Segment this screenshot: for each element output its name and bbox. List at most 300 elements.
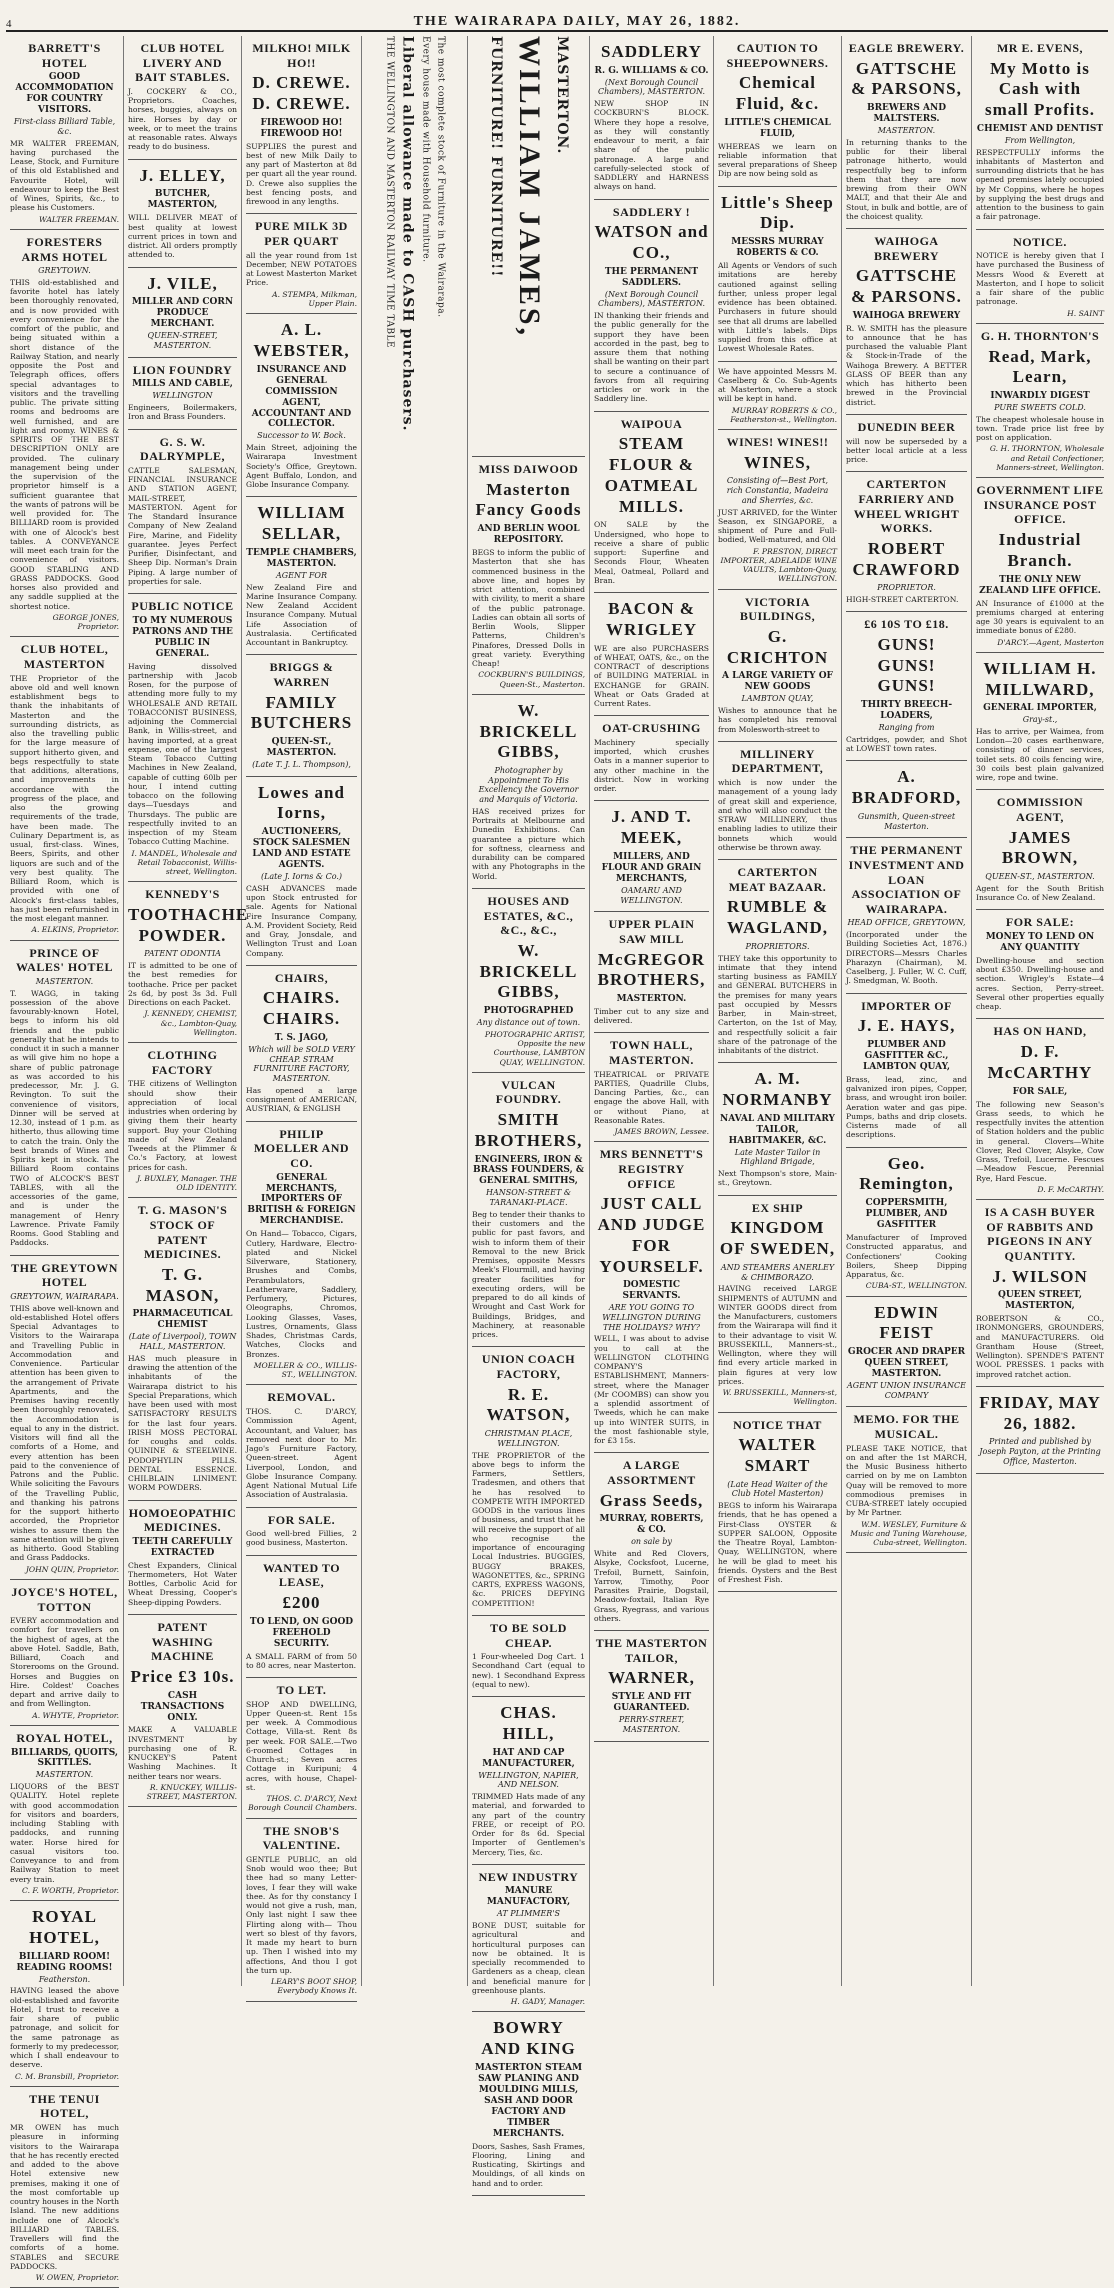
advertisement <box>718 430 837 590</box>
ad-h1: G. H. THORNTON'S <box>980 328 1100 343</box>
ad-body: MAKE A VALUABLE INVESTMENT by purchasing one of R. KNUCKEY'S Patent Washing Machines. It neither tears nor wears. <box>128 1725 237 1781</box>
ad-h3: (Next Borough Council Chambers), MASTERTON. <box>597 289 706 309</box>
advertisement <box>594 593 709 716</box>
advertisement <box>10 1901 119 2087</box>
ad-body: Main Street, adjoining the Wairarapa Investment Society's Office, Greytown. Agent Buffalo, London, and Globe Insurance Company. <box>246 443 357 490</box>
ad-body: R. W. SMITH has the pleasure to announce that he has purchased the valuable Plant & Stock-in-Trade of the Waihoga Brewery. A BETTER GLASS OF BEER than any which has hitherto been brewed in the Provincial district. <box>846 323 967 407</box>
ad-sign: H. SAINT <box>1067 308 1104 318</box>
ad-body: HAS much pleasure in drawing the attention of the inhabitants of the Wairarapa district to his Special Preparations, which have been used with most SATISFACTORY RESULTS for the last four years. IRISH MOSS PECTORAL for coughs and colds. QUININE & STEELWINE. PODOPHYLIN PILLS. DENTAL ESSENCE. CHILBLAIN LINIMENT. WORM POWDERS. <box>128 1353 237 1493</box>
ad-big: WILLIAM SELLAR, <box>257 503 346 544</box>
ad-body: NEW SHOP IN COCKBURN'S BLOCK. Where they hope a resolve, as they will constantly endeavour to merit, a fair share of the public patronage. A large and carefully-selected stock of SADDLERY and HARNESS always on hand. <box>594 99 709 192</box>
ad-h1: WANTED TO LEASE, <box>262 1560 341 1590</box>
ad-h1: WINES! WINES!! <box>726 435 829 450</box>
ad-sign: C. F. WORTH, Proprietor. <box>22 1885 119 1895</box>
ad-sign: W. BRUSSEKILL, Manners-st, Wellington. <box>722 1388 837 1407</box>
ad-body: TRIMMED Hats made of any material, and forwarded to any part of the country FREE, or receipt of P.O. Order for 8s 6d. Special Importer of Gentlemen's Mercery, Ties, &c. <box>472 1792 585 1857</box>
ad-h2: T. S. JAGO, <box>274 1032 329 1043</box>
ad-h2: MURRAY, ROBERTS, & CO. <box>599 1514 704 1536</box>
ad-body: THIS above well-known and old-established Hotel offers Special Advantages to Visitors to the Wairarapa and Travelling Public in Accommodation and Convenience. Particular attention has been given to the arrangement of Private Apartments, and the Premises having recently been thoroughly renovated, the Accommodation is equal to any in the district. Visitors will find all the comforts of a Home, and every attention has been paid to the convenience of Patrons and the Public. While soliciting the Favours of the Travelling Public, and thanking his patrons for the support hitherto accorded, the Proprietor wishes to assure them the same attention will be given as hitherto. Good Stabling and Grass Paddocks. <box>10 1303 119 1563</box>
advertisement <box>472 1697 585 1865</box>
ad-body: LIQUORS of the BEST QUALITY. Hotel replete with good accommodation for visitors and boarders, including Stabling with paddocks, and running water. Horse hired for casual visitors too. Conveyance to and from Railway Station to meet every train. <box>10 1782 119 1884</box>
ad-body: Has to arrive, per Waimea, from London—20 cases earthenware, consisting of dinner services, toilet sets. 80 coils fencing wire, 30 coils best plain galvanized wire, rope and twine. <box>976 726 1104 783</box>
ad-sign: I. MANDEL, Wholesale and Retail Tobacconist, Willis-street, Wellington. <box>131 848 237 877</box>
ad-body: Good well-bred Fillies, 2 good business, Masterton. <box>246 1529 357 1548</box>
ad-h3: GREYTOWN, WAIRARAPA. <box>10 1291 119 1301</box>
advertisement <box>246 1122 357 1386</box>
ad-h1: TOWN HALL, MASTERTON. <box>609 1038 694 1068</box>
ad-h3: QUEEN-STREET, MASTERTON. <box>147 331 218 350</box>
ad-h2: TO MY NUMEROUS PATRONS AND THE PUBLIC IN GENERAL. <box>132 615 233 659</box>
advertisement <box>594 1453 709 1631</box>
ad-h1: MR E. EVENS, <box>996 41 1083 55</box>
ad-h2: MILLS AND CABLE, <box>132 379 233 390</box>
ad-body: WE are also PURCHASERS of WHEAT, OATS, &c., on the CONTRACT of descriptions of BUILDING MATERIAL in EXCHANGE for GRAIN. Wheat or Oats Graded at Current Rates. <box>594 643 709 709</box>
advertisement <box>846 472 967 612</box>
ad-body: On Hand— Tobacco, Cigars, Cutlery, Hardware, Electro-plated and Nickel Silverware, Stationery, Brushes and Combs, Perambulators, Leatherware, Saddlery, Perfumery, Pictures, Oleographs, Chromos, Looking Glasses, Vases, Lustres, Ornaments, Glass Shades, Christmas Cards, Watches, Clocks and Bronzes. <box>246 1229 357 1359</box>
ad-big: FRIDAY, MAY 26, 1882. <box>979 1392 1101 1433</box>
advertisement <box>10 2087 119 2288</box>
ad-body: New Zealand Fire and Marine Insurance Company. New Zealand Accident Insurance Company. Mutual Life Association of Australasia. Certificated Accountant in Bankruptcy. <box>246 582 357 648</box>
ad-h3: on sale by <box>631 1537 672 1547</box>
vertical-text-5: The most complete stock of Furniture in the Wairarapa. <box>435 36 446 318</box>
ad-h2: BREWERS AND MALTSTERS. <box>866 103 947 125</box>
advertisement <box>846 761 967 838</box>
ad-big: McGREGOR BROTHERS, <box>597 949 706 990</box>
ad-body: All Agents or Vendors of such imitations are hereby cautioned against selling further, unless proper legal evidence has been obtained. Purchasers in future should see that all drums are labelled with Little's labels. Dips supplied from this office at Lowest Wholesale Rates. <box>718 261 837 354</box>
ad-h3: (Late J. Iorns & Co.) <box>260 872 343 882</box>
ad-h1: WAIPOUA <box>620 416 683 431</box>
advertisement <box>128 430 237 595</box>
advertisement <box>594 1033 709 1142</box>
ad-body: Engineers, Boilermakers, Iron and Brass Founders. <box>128 403 237 422</box>
advertisement <box>128 1501 237 1615</box>
column-3 <box>242 36 362 1996</box>
ad-h1: DUNEDIN BEER <box>857 419 956 434</box>
ad-big: W. BRICKELL GIBBS, <box>479 700 578 762</box>
advertisement <box>846 1148 967 1297</box>
ad-h1: FOR SALE: <box>1005 915 1075 930</box>
ad-h3: CHRISTMAN PLACE, WELLINGTON. <box>484 1429 573 1448</box>
advertisement <box>594 801 709 912</box>
ad-big: BOWRY AND KING <box>481 2018 576 2059</box>
ad-sign: W.M. WESLEY, Furniture & Music and Tuning Warehouse, Cuba-street, Wellington. <box>850 1519 967 1548</box>
ad-body: IN thanking their friends and the public generally for the support they have been accorded in the past, beg to assure them that nothing shall be wanting on their part to secure a continuance of favors from all requiring articles or work in the Saddlery line. <box>594 311 709 404</box>
ad-body: (Incorporated under the Building Societies Act, 1876.) DIRECTORS—Messrs Charles Pharazyn (Chairman), M. Caselberg, J. Fuller, W. C. Cuff, J. Smedgman, W. Booth. <box>846 930 967 986</box>
ad-h1: JOYCE'S HOTEL, TOTTON <box>11 1584 118 1614</box>
advertisement <box>10 1580 119 1726</box>
advertisement <box>718 590 837 742</box>
ad-h3: PURE SWEETS COLD. <box>994 402 1086 412</box>
ad-big: J. WILSON <box>992 1266 1088 1286</box>
ad-h3: LAMBTON QUAY, <box>741 694 814 704</box>
ad-big: A. BRADFORD, <box>851 767 962 808</box>
ad-h1: TO LET. <box>276 1683 327 1698</box>
newspaper-title: THE WAIRARAPA DAILY, MAY 26, 1882. <box>413 14 741 29</box>
ad-big: D. F. McCARTHY <box>987 1042 1093 1082</box>
ad-big: JAMES BROWN, <box>1001 827 1079 868</box>
ad-big: J. E. HAYS, <box>857 1016 956 1036</box>
ad-big: WATSON and CO., <box>594 222 709 263</box>
ad-h3: PATENT ODONTIA <box>144 949 221 959</box>
ad-h1: BRIGGS & WARREN <box>269 660 334 689</box>
ad-h1: PUBLIC NOTICE <box>131 599 234 614</box>
ad-body: MR OWEN has much pleasure in informing visitors to the Wairarapa that he has recently erected and added to the above Hotel extensive new premises, making it one of the most comfortable up country houses in the North Island. The new additions include one of Alcock's BILLIARD TABLES. Travellers will find the comforts of a home. STABLES and SECURE PADDOCKS. <box>10 2123 119 2271</box>
ad-body: ROBERTSON & CO., IRONMONGERS, GROUNDERS, and MANUFACTURERS. Old Grantham House (Street, Wellington). SPENDE'S PATENT WOOL PRESSES. 1 packs with improved ratchet action. <box>976 1314 1104 1379</box>
ad-sign: R. KNUCKEY, WILLIS-STREET, MASTERTON. <box>146 1782 237 1802</box>
ad-sign: A. WHYTE, Proprietor. <box>32 1710 119 1720</box>
ad-h2: HAT AND CAP MANUFACTURER, <box>482 1747 575 1769</box>
ad-h3: AGENT FOR <box>275 570 328 580</box>
ad-body: GENTLE PUBLIC, an old Snob would woo thee; But thee had so many Letter-loves, I fear they will wake thee. As for thy constancy I would not give a rush, man, Only last night I saw thee Flirting along with— Thou wert so blest of thy favors, It made my heart to burn up. Then I wished into my affections, And thou I got the turn up. <box>246 1854 357 1975</box>
ad-body: THE Proprietor of the above old and well known establishment begs to thank the inhabitants of Masterton and the surrounding districts, as also the travelling public for the large measure of support hitherto given, and begs respectfully to state that additions, alterations, and improvements in accordance with the progress of the place, and also the growing requirements of the trade, have been made. The Culinary Department is, as usual, first-class. Wines, Beers, Spirits, and other liquors are such and of the very best quality. The Billiard Room, which is provided with one of Alcock's first-class tables, has just been refurnished in the most elegant manner. <box>10 673 119 924</box>
ad-h2: FIREWOOD HO! FIREWOOD HO! <box>260 117 343 139</box>
ad-h2: MILLER AND CORN PRODUCE MERCHANT. <box>131 297 234 330</box>
ad-sign: W. OWEN, Proprietor. <box>35 2273 119 2283</box>
advertisement <box>846 36 967 229</box>
ad-h3: OAMARU AND WELLINGTON. <box>620 885 683 905</box>
ad-body: THOS. C. D'ARCY, Commission Agent, Accountant, and Valuer, has removed next door to Mr. Jago's Furniture Factory, Queen-street. Agent Liverpool, London, and Globe Insurance Company. Agent National Mutual Life Association of Australasia. <box>246 1407 357 1500</box>
ad-big: BACON & WRIGLEY <box>605 599 698 639</box>
ad-h1: £6 10S TO £18. <box>864 617 949 632</box>
ad-sign: H. GADY, Manager. <box>510 1997 585 2007</box>
ad-h1: GOVERNMENT LIFE INSURANCE POST OFFICE. <box>976 483 1104 527</box>
ad-big: Price £3 10s. <box>130 1666 235 1686</box>
ad-big: SADDLERY <box>601 42 702 61</box>
advertisement <box>846 838 967 993</box>
ad-h1: BARRETT'S HOTEL <box>28 41 101 70</box>
ad-body: Wishes to announce that he has completed his removal from Molesworth-street to <box>718 706 837 734</box>
ad-big: Geo. Remington, <box>859 1153 954 1194</box>
advertisement <box>128 268 237 358</box>
advertisement <box>128 594 237 882</box>
column-1 <box>6 36 124 2283</box>
ad-h1: IMPORTER OF <box>861 998 952 1013</box>
ad-h2: MESSRS MURRAY ROBERTS & CO. <box>731 237 824 259</box>
ad-h1: T. G. MASON'S STOCK OF PATENT MEDICINES. <box>137 1203 228 1262</box>
advertisement <box>472 1347 585 1615</box>
column-9 <box>972 36 1108 1986</box>
ad-h1: CARTERTON FARRIERY AND WHEEL WRIGHT WORKS. <box>853 477 960 536</box>
ad-h2: MASTERTON STEAM SAW PLANING AND MOULDING MILLS, SASH AND DOOR FACTORY AND TIMBER MERCHANTS. <box>474 2062 583 2139</box>
ad-sign: COCKBURN'S BUILDINGS, Queen-St., Masterton. <box>478 670 585 689</box>
ad-h2: LITTLE'S CHEMICAL FLUID, <box>724 117 831 139</box>
ad-h1: THE TENUI HOTEL, <box>29 2091 100 2121</box>
ad-h1: REMOVAL. <box>267 1390 336 1405</box>
vertical-text-2: Liberal allowance made to CASH purchasers. <box>399 36 416 432</box>
ad-h1: KENNEDY'S <box>145 887 220 902</box>
ad-h1: CHAIRS, <box>274 970 329 985</box>
ad-big: EDWIN FEIST <box>874 1302 939 1343</box>
ad-h2: THIRTY BREECH-LOADERS, <box>860 700 953 722</box>
advertisement <box>846 229 967 415</box>
ad-body: White and Red Clovers, Alsyke, Cocksfoot, Lucerne, Trefoil, Burnett, Sainfoin, Yarrow, Timothy, Poor Parasites Prairie, Dogstail, Meadow-foxtail, Italian Rye Grass, Ryegrass, and various others. <box>594 1549 709 1623</box>
ad-h2: COPPERSMITH, PLUMBER, AND GASFITTER <box>865 1198 948 1231</box>
advertisement <box>846 1297 967 1408</box>
advertisement <box>976 1387 1104 1474</box>
ad-sign: CUBA-ST., WELLINGTON. <box>865 1281 967 1291</box>
advertisement <box>976 1019 1104 1200</box>
ad-h1: OAT-CRUSHING <box>602 721 701 736</box>
ad-big: A. M. NORMANBY <box>722 1069 833 1110</box>
ad-h3: First-class Billiard Table, &c. <box>13 117 116 136</box>
advertisement <box>246 214 357 314</box>
ad-body: WELL, I was about to advise you to call at the WELLINGTON CLOTHING COMPANY'S ESTABLISHMENT, Manners-street, where the Manager (Mr COOMBS) can show you a splendid assortment of Tweeds, which he can make up into WINTER SUITS, in the most fashionable style, for £3 15s. <box>594 1334 709 1446</box>
ad-h2: ENGINEERS, IRON & BRASS FOUNDERS, & GENERAL SMITHS, <box>472 1154 585 1187</box>
ad-big: ROBERT CRAWFORD <box>852 538 961 579</box>
ad-h2: THE ONLY NEW ZEALAND LIFE OFFICE. <box>979 574 1101 596</box>
ad-big: RUMBLE & WAGLAND, <box>726 897 829 938</box>
ad-body: Dwelling-house and section about £350. Dwelling-house and section. Wrigley's Estate—4 acres. Section, Perry-street. Several other properties equally cheap. <box>976 955 1104 1012</box>
ad-h3: (Late Head Waiter of the Club Hotel Masterton) <box>727 1479 828 1499</box>
ad-big: T. G. MASON, <box>145 1264 220 1305</box>
ad-body: MR WALTER FREEMAN, having purchased the Lease, Stock, and Furniture of this old Established and Favourite Hotel, will endeavour to keep the Best of Wines, Spirits, &c., to please his Customers. <box>10 138 119 213</box>
ad-big: Lowes and Iorns, <box>258 782 345 823</box>
ad-sign: GEORGE JONES, Proprietor. <box>52 612 119 632</box>
ad-h1: PURE MILK 3D PER QUART <box>255 219 348 249</box>
advertisement <box>246 1819 357 2002</box>
ad-h1: COMMISSION AGENT, <box>996 795 1084 825</box>
ad-body: Timber cut to any size and delivered. <box>594 1006 709 1026</box>
ad-h3: (Late of Liverpool), TOWN HALL, MASTERTON. <box>128 1332 237 1352</box>
ad-body: RESPECTFULLY informs the inhabitants of Masterton and surrounding districts that he has opened premises lately occupied by Mr Coppins, where he hopes by supplying the best drugs and attention to the business to gain a fair patronage. <box>976 147 1104 222</box>
advertisement <box>718 36 837 187</box>
ad-sign: J. KENNEDY, CHEMIST, &c., Lambton-Quay, Wellington. <box>144 1009 237 1037</box>
column-8 <box>842 36 972 1986</box>
advertisement <box>846 415 967 472</box>
column-4-railway <box>362 36 468 1986</box>
ad-sign: C. M. Bransbill, Proprietor. <box>14 2071 119 2081</box>
ad-body: Cartridges, powder, and Shot at LOWEST town rates. <box>846 734 967 754</box>
advertisement <box>10 637 119 940</box>
ad-big: R. E. WATSON, <box>486 1384 571 1425</box>
ad-h3: AT PLIMMER'S <box>497 1909 560 1919</box>
ad-sign: WALTER FREEMAN. <box>39 214 119 224</box>
ad-big: Chemical Fluid, &c. <box>735 73 820 113</box>
ad-h3: Gray-st., <box>1022 715 1058 725</box>
advertisement <box>594 912 709 1033</box>
ad-h2: A LARGE VARIETY OF NEW GOODS <box>722 671 833 693</box>
advertisement <box>594 1142 709 1453</box>
ad-h3: GREYTOWN. <box>38 266 91 276</box>
ad-body: BEGS to inform his Wairarapa friends, that he has opened a First-Class OYSTER & SUPPER SALOON, Opposite the Theatre Royal, Lambton-Quay, WELLINGTON, where he will be glad to meet his friends. Oysters and the Best of Freshest Fish. <box>718 1501 837 1585</box>
ad-h3: ARE YOU GOING TO WELLINGTON DURING THE HOLIDAYS? WHY? <box>602 1303 701 1332</box>
ad-h1: UNION COACH FACTORY, <box>481 1352 576 1382</box>
ad-body: ON SALE by the Undersigned, who hope to receive a share of public support: Superfine and Seconds Flour, Wheaten Meal, Oatmeal, Pollard and Bran. <box>594 520 709 585</box>
ad-big: J. VILE, <box>147 273 218 293</box>
advertisement <box>846 612 967 761</box>
ad-h3: Which will be SOLD VERY CHEAP. STRAM FURNITURE FACTORY, MASTERTON. <box>248 1044 355 1084</box>
ad-h2: TEMPLE CHAMBERS, MASTERTON. <box>246 547 357 569</box>
ad-h1: TO BE SOLD CHEAP. <box>490 1620 567 1650</box>
ad-h2: TEETH CAREFULLY EXTRACTED <box>132 1536 233 1558</box>
ad-body: SUPPLIES the purest and best of new Milk Daily to any part of Masterton at 8d per quart all the year round. D. Crewe also supplies the best fencing posts, and firewood in any lengths. <box>246 141 357 207</box>
column-5 <box>468 36 590 2188</box>
ad-big: FAMILY BUTCHERS <box>250 692 353 733</box>
ad-body: Beg to tender their thanks to their customers and the public for past favors, and wish to inform them of their Removal to the new Brick Premises, opposite Messrs Meek's Flourmill, and having greater facilities for executing orders, will be prepared to do all kinds of Wrought and Cast Work for Buildings, Bridges, and Machinery, at reasonable prices. <box>472 1209 585 1340</box>
advertisement <box>846 1407 967 1553</box>
ad-h2: GOOD ACCOMMODATION FOR COUNTRY VISITORS. <box>15 72 114 116</box>
ad-big: CHAS. HILL, <box>500 1703 557 1743</box>
ad-h2: INWARDLY DIGEST <box>990 391 1090 402</box>
advertisement <box>246 497 357 655</box>
ad-body: T. WAGG, in taking possession of the above favourably-known Hotel, begs to inform his old friends and the public generally that he intends to conduct it in such a manner as will give him no hope a share of public patronage as was accorded to his predecessor, Mr. J. G. Revington. To suit the convenience of visitors, Dinner will be served at 12.30, instead of 1 p.m. as hitherto, thus allowing time to catch the train. Only the best brands of Wines and Spirits kept in stock. The Billiard Room contains TWO of ALCOCK'S BEST TABLES, with all the accessories of the game, and is under the management of Henry Lawrence. Private Family Rooms. Good Stabling and Paddocks. <box>10 988 119 1248</box>
ad-body: PLEASE TAKE NOTICE, that on and after the 1st MARCH, the Music Business hitherto carried on by me on Lambton Quay will be removed to more commodious premises in CUBA-STREET lately occupied by Mr Partner. <box>846 1443 967 1518</box>
advertisement <box>472 2012 585 2196</box>
advertisement <box>472 695 585 889</box>
ad-sign: JOHN QUIN, Proprietor. <box>25 1564 119 1574</box>
ad-big: WARNER, <box>608 1668 695 1688</box>
ad-h3: Any distance out of town. <box>476 1018 581 1028</box>
ad-body: J. COCKERY & CO., Proprietors. Coaches, horses, buggies, always on hire. Horses by day or week, or to meet the trains at reasonable rates. Always ready to do business. <box>128 86 237 152</box>
ad-h2: PHARMACEUTICAL CHEMIST <box>132 1309 233 1331</box>
advertisement <box>472 889 585 1073</box>
furniture-vertical-ad <box>472 36 585 457</box>
masthead <box>6 4 1108 32</box>
advertisement <box>472 1865 585 2013</box>
advertisement <box>718 742 837 860</box>
advertisement <box>718 187 837 362</box>
ad-h1: CAUTION TO SHEEPOWNERS. <box>726 41 829 70</box>
ad-body: THE citizens of Wellington should show their appreciation of local industries when ordering by giving them their hearty support. Buy your Clothing made of New Zealand Tweeds at the Plimmer & Co.'s Factory, at lowest prices for cash. <box>128 1079 238 1172</box>
ad-h3: MASTERTON. <box>35 976 94 986</box>
ad-h1: CARTERTON MEAT BAZAAR. <box>728 865 827 894</box>
ad-h3: From Wellington, <box>1004 135 1076 145</box>
ad-h1: FOR SALE. <box>267 1512 336 1527</box>
ad-h1: THE PERMANENT INVESTMENT AND LOAN ASSOCIATION OF WAIRARAPA. <box>848 843 965 916</box>
advertisement <box>718 1196 837 1413</box>
ad-body: Next Thompson's store, Main-st., Greytown. <box>718 1169 837 1188</box>
ad-big: £200 <box>282 1592 321 1612</box>
ad-h1: MRS BENNETT'S REGISTRY OFFICE <box>599 1147 704 1191</box>
ad-body: Doors, Sashes, Sash Frames, Flooring, Lining and Rusticating, Skirtings and Mouldings, of all kinds on hand and to order. <box>472 2141 585 2188</box>
ad-body: Chest Expanders, Clinical Thermometers, Hot Water Bottles, Carbolic Acid for Wheat Dressing, Cooper's Sheep-dipping Powders. <box>128 1560 237 1607</box>
ad-h1: SADDLERY ! <box>612 204 691 219</box>
ad-h2: QUEEN-ST., MASTERTON. <box>266 737 337 759</box>
ad-body: THIS old-established and favorite hotel has lately been thoroughly renovated, and is now provided with every convenience for the comfort of the public, and being situated within a short distance of the Railway Station, and nearly opposite the Post and Telegraph offices, offers special advantages to visitors and the travelling public. The private sitting rooms and bedrooms are well furnished, and are light and roomy. WINES & SPIRITS OF THE BEST DESCRIPTION ONLY are provided. The culinary management being under the supervision of the proprietor himself is a sufficient guarantee that the wants of patrons will be well provided for. The BILLIARD room is provided with one of Alcock's best tables. A CONVEYANCE will meet each train for the convenience of visitors. GOOD STABLING AND GRASS PADDOCKS. Good horses also provided and any saddle supplied at the shortest notice. <box>10 277 119 611</box>
ad-sign: MOELLER & CO., WILLIS-ST., WELLINGTON. <box>253 1360 357 1380</box>
ad-body: will now be superseded by a better local article at a less price. <box>846 436 967 465</box>
advertisement <box>594 36 709 200</box>
column-2 <box>124 36 249 1986</box>
ad-h2: GROCER AND DRAPER QUEEN STREET, MASTERTON. <box>847 1347 966 1379</box>
ad-sign: JAMES BROWN, Lessee. <box>614 1127 709 1137</box>
advertisement <box>976 910 1104 1019</box>
ad-h3: Printed and published by Joseph Payton, at the Printing Office, Masterton. <box>979 1437 1101 1466</box>
ad-h3: WELLINGTON, NAPIER, AND NELSON. <box>478 1770 579 1790</box>
ad-h3: HANSON-STREET & TARANAKI-PLACE. <box>485 1188 571 1208</box>
advertisement <box>976 653 1104 791</box>
ad-h1: FORESTERS ARMS HOTEL <box>21 234 108 264</box>
ad-h1: HOMOEOPATHIC MEDICINES. <box>128 1505 237 1535</box>
ad-body: Machinery specially imported, which crushes Oats in a manner superior to any other machine in the district. Now in working order. <box>594 737 709 794</box>
advertisement <box>128 882 249 1043</box>
ad-h1: HAS ON HAND, <box>993 1024 1087 1039</box>
page-number: 4 <box>6 18 12 30</box>
ad-big: Masterton Fancy Goods <box>475 479 582 520</box>
ad-h1: MILKHO! MILK HO!! <box>252 41 351 70</box>
ad-body: NOTICE is hereby given that I have purchased the Business of Messrs Wood & Everett at Masterton, and I hope to solicit a fair share of the public patronage. <box>976 251 1104 307</box>
ad-body: HIGH-STREET CARTERTON. <box>846 595 959 605</box>
ad-body: THEATRICAL or PRIVATE PARTIES, Quadrille Clubs, Dancing Parties, &c., can engage the above Hall, with or without Piano, at Reasonable Rates. <box>594 1069 709 1125</box>
advertisement <box>10 941 119 1256</box>
ad-h3: Consisting of—Best Port, rich Constantia, Madeira and Sherries, &c. <box>726 476 829 505</box>
ad-h2: MASTERTON. <box>616 993 687 1004</box>
advertisement <box>128 1198 237 1500</box>
ad-h2: INSURANCE AND GENERAL COMMISSION AGENT, ACCOUNTANT AND COLLECTOR. <box>251 364 352 430</box>
ad-h1: WAIHOGA BREWERY <box>873 234 940 263</box>
ad-h3: PROPRIETOR. <box>877 583 936 593</box>
ad-h1: G. S. W. DALRYMPLE, <box>140 434 225 464</box>
advertisement <box>246 655 357 776</box>
ad-h2: STYLE AND FIT GUARANTEED. <box>611 1692 692 1714</box>
ad-h2: GENERAL IMPORTER, <box>983 703 1097 714</box>
advertisement <box>976 790 1104 910</box>
advertisement <box>718 362 837 431</box>
ad-body: EVERY accommodation and comfort for travellers on the highest of ages, at the above Hotel. Saddle, Bath, Billiard, Coach and Storerooms on the Ground. Horses and Buggies on Hire. Coldest' Coaches depart and arrive daily to and from Wellington. <box>10 1616 119 1709</box>
ad-sign: THOS. C. D'ARCY, Next Borough Council Chambers. <box>248 1794 357 1813</box>
ad-big: W. BRICKELL GIBBS, <box>479 940 578 1002</box>
furniture-sub: MASTERTON. <box>553 36 570 155</box>
advertisement <box>246 36 357 214</box>
ad-body: Agent for the South British Insurance Co. of New Zealand. <box>976 883 1104 903</box>
ad-body: IT is admitted to be one of the best remedies for toothache. Price per packet 2s 6d, by post 3s 3d. Full Directions on each Packet. <box>128 961 237 1008</box>
ad-h1: MISS DAIWOOD <box>478 462 579 476</box>
advertisement <box>10 1726 119 1901</box>
ad-body: 1 Four-wheeled Dog Cart. 1 Secondhand Cart (equal to new). 1 Secondhand Express (equal to new). <box>472 1652 585 1689</box>
ad-big: CHAIRS. CHAIRS. <box>262 988 341 1029</box>
ad-h2: GENERAL MERCHANTS, IMPORTERS OF BRITISH & FOREIGN MERCHANDISE. <box>247 1172 356 1227</box>
furniture-name: WILLIAM JAMES, <box>512 36 546 339</box>
ad-body: We have appointed Messrs M. Caselberg & Co. Sub-Agents at Masterton, where a stock will be kept in hand. <box>718 366 837 404</box>
ad-h2: NAVAL AND MILITARY TAILOR, HABITMAKER, &C. <box>720 1113 835 1146</box>
ad-sign: MURRAY ROBERTS & CO., Featherston-st., Wellington. <box>730 405 837 424</box>
ad-big: WINES, <box>744 452 811 472</box>
ad-sign: J. BUXLEY, Manager. THE OLD IDENTITY. <box>136 1173 237 1193</box>
column-7 <box>714 36 842 1986</box>
ad-body: SHOP AND DWELLING, Upper Queen-st. Rent 15s per week. A Commodious Cottage, Villa-st. Rent 8s per week. FOR SALE.—Two 6-roomed Cottages in Church-st.; Seven acres Cottage in Kuripuni; 4 acres, with house, Chapel-st. <box>246 1699 357 1792</box>
ad-big: Industrial Branch. <box>998 530 1082 570</box>
ad-big: J. ELLEY, <box>139 165 226 185</box>
advertisement <box>718 1063 837 1195</box>
ad-h3: Ranging from <box>878 723 935 733</box>
ad-h1: THE SNOB'S VALENTINE. <box>262 1823 341 1853</box>
vertical-text-1: THE WELLINGTON AND MASTERTON RAILWAY TIME TABLE <box>384 36 395 349</box>
advertisement <box>594 200 709 412</box>
ad-h3: Successor to W. Bock. <box>257 431 346 441</box>
ad-big: JUST CALL AND JUDGE FOR YOURSELF. <box>597 1194 706 1276</box>
ad-h1: PHILIP MOELLER AND CO. <box>253 1126 350 1170</box>
ad-h3: QUEEN-ST., MASTERTON. <box>985 872 1095 882</box>
advertisement <box>594 716 709 801</box>
ad-h2: BILLIARD ROOM! READING ROOMS! <box>16 1951 113 1973</box>
advertisement <box>976 478 1104 653</box>
ad-h1: PATENT WASHING MACHINE <box>151 1619 214 1664</box>
ad-body: Having dissolved partnership with Jacob Rosen, for the purpose of attending more fully to my WHOLESALE AND RETAIL TOBACCONIST BUSINESS, adjoining the Commercial Bank, in Willis-street, and having imported, at a great expense, one of the largest Steam Tobacco Cutting Machines in New Zealand, capable of cutting 60lb per hour, I intend cutting tobacco on the following days—Tuesdays and Thursdays. The public are respectfully invited to an inspection of my Steam Tobacco Cutting Machine. <box>128 661 237 847</box>
ad-body: THE PROPRIETOR of the above begs to inform the Farmers, Settlers, Tradesmen, and others that he has resolved to COMPETE WITH IMPORTED GOODS in the various lines of business, and trust that he will receive the support of all who recognise the importance of encouraging Local Industries. BUGGIES, BUGGY BRAKES, WAGONETTES, &c., SPRING CARTS, EXPRESS WAGONS, &c. PRICES DEFYING COMPETITION! <box>472 1450 585 1608</box>
ad-h3: Photographer by Appointment To His Excellency the Governor and Marquis of Victoria. <box>478 765 579 805</box>
advertisement <box>594 1631 709 1741</box>
advertisement <box>128 358 237 430</box>
ad-h2: CASH TRANSACTIONS ONLY. <box>140 1690 225 1723</box>
vertical-text-3: Every house made with Household furniture. <box>420 36 431 263</box>
advertisement <box>128 1615 237 1808</box>
ad-h1: MEMO. FOR THE MUSICAL. <box>853 1412 960 1442</box>
ad-body: BONE DUST, suitable for agricultural and horticultural purposes can now be obtained. It is specially recommended to Gardeners as a cheap, clean and beneficial manure for greenhouse plants. <box>472 1921 585 1995</box>
ad-h2: MANURE MANUFACTORY, <box>486 1886 571 1908</box>
ad-big: SMITH BROTHERS, <box>474 1110 583 1150</box>
ad-big: GATTSCHE & PARSONS. <box>851 266 962 307</box>
ad-body: THEY take this opportunity to intimate that they intend starting business as FAMILY and GENERAL BUTCHERS in the premises for many years past occupied by Messrs Barber, in Main-street, Carterton, on the 1st of May, and respectfully solicit a fair share of the patronage of the inhabitants of the district. <box>718 953 837 1056</box>
